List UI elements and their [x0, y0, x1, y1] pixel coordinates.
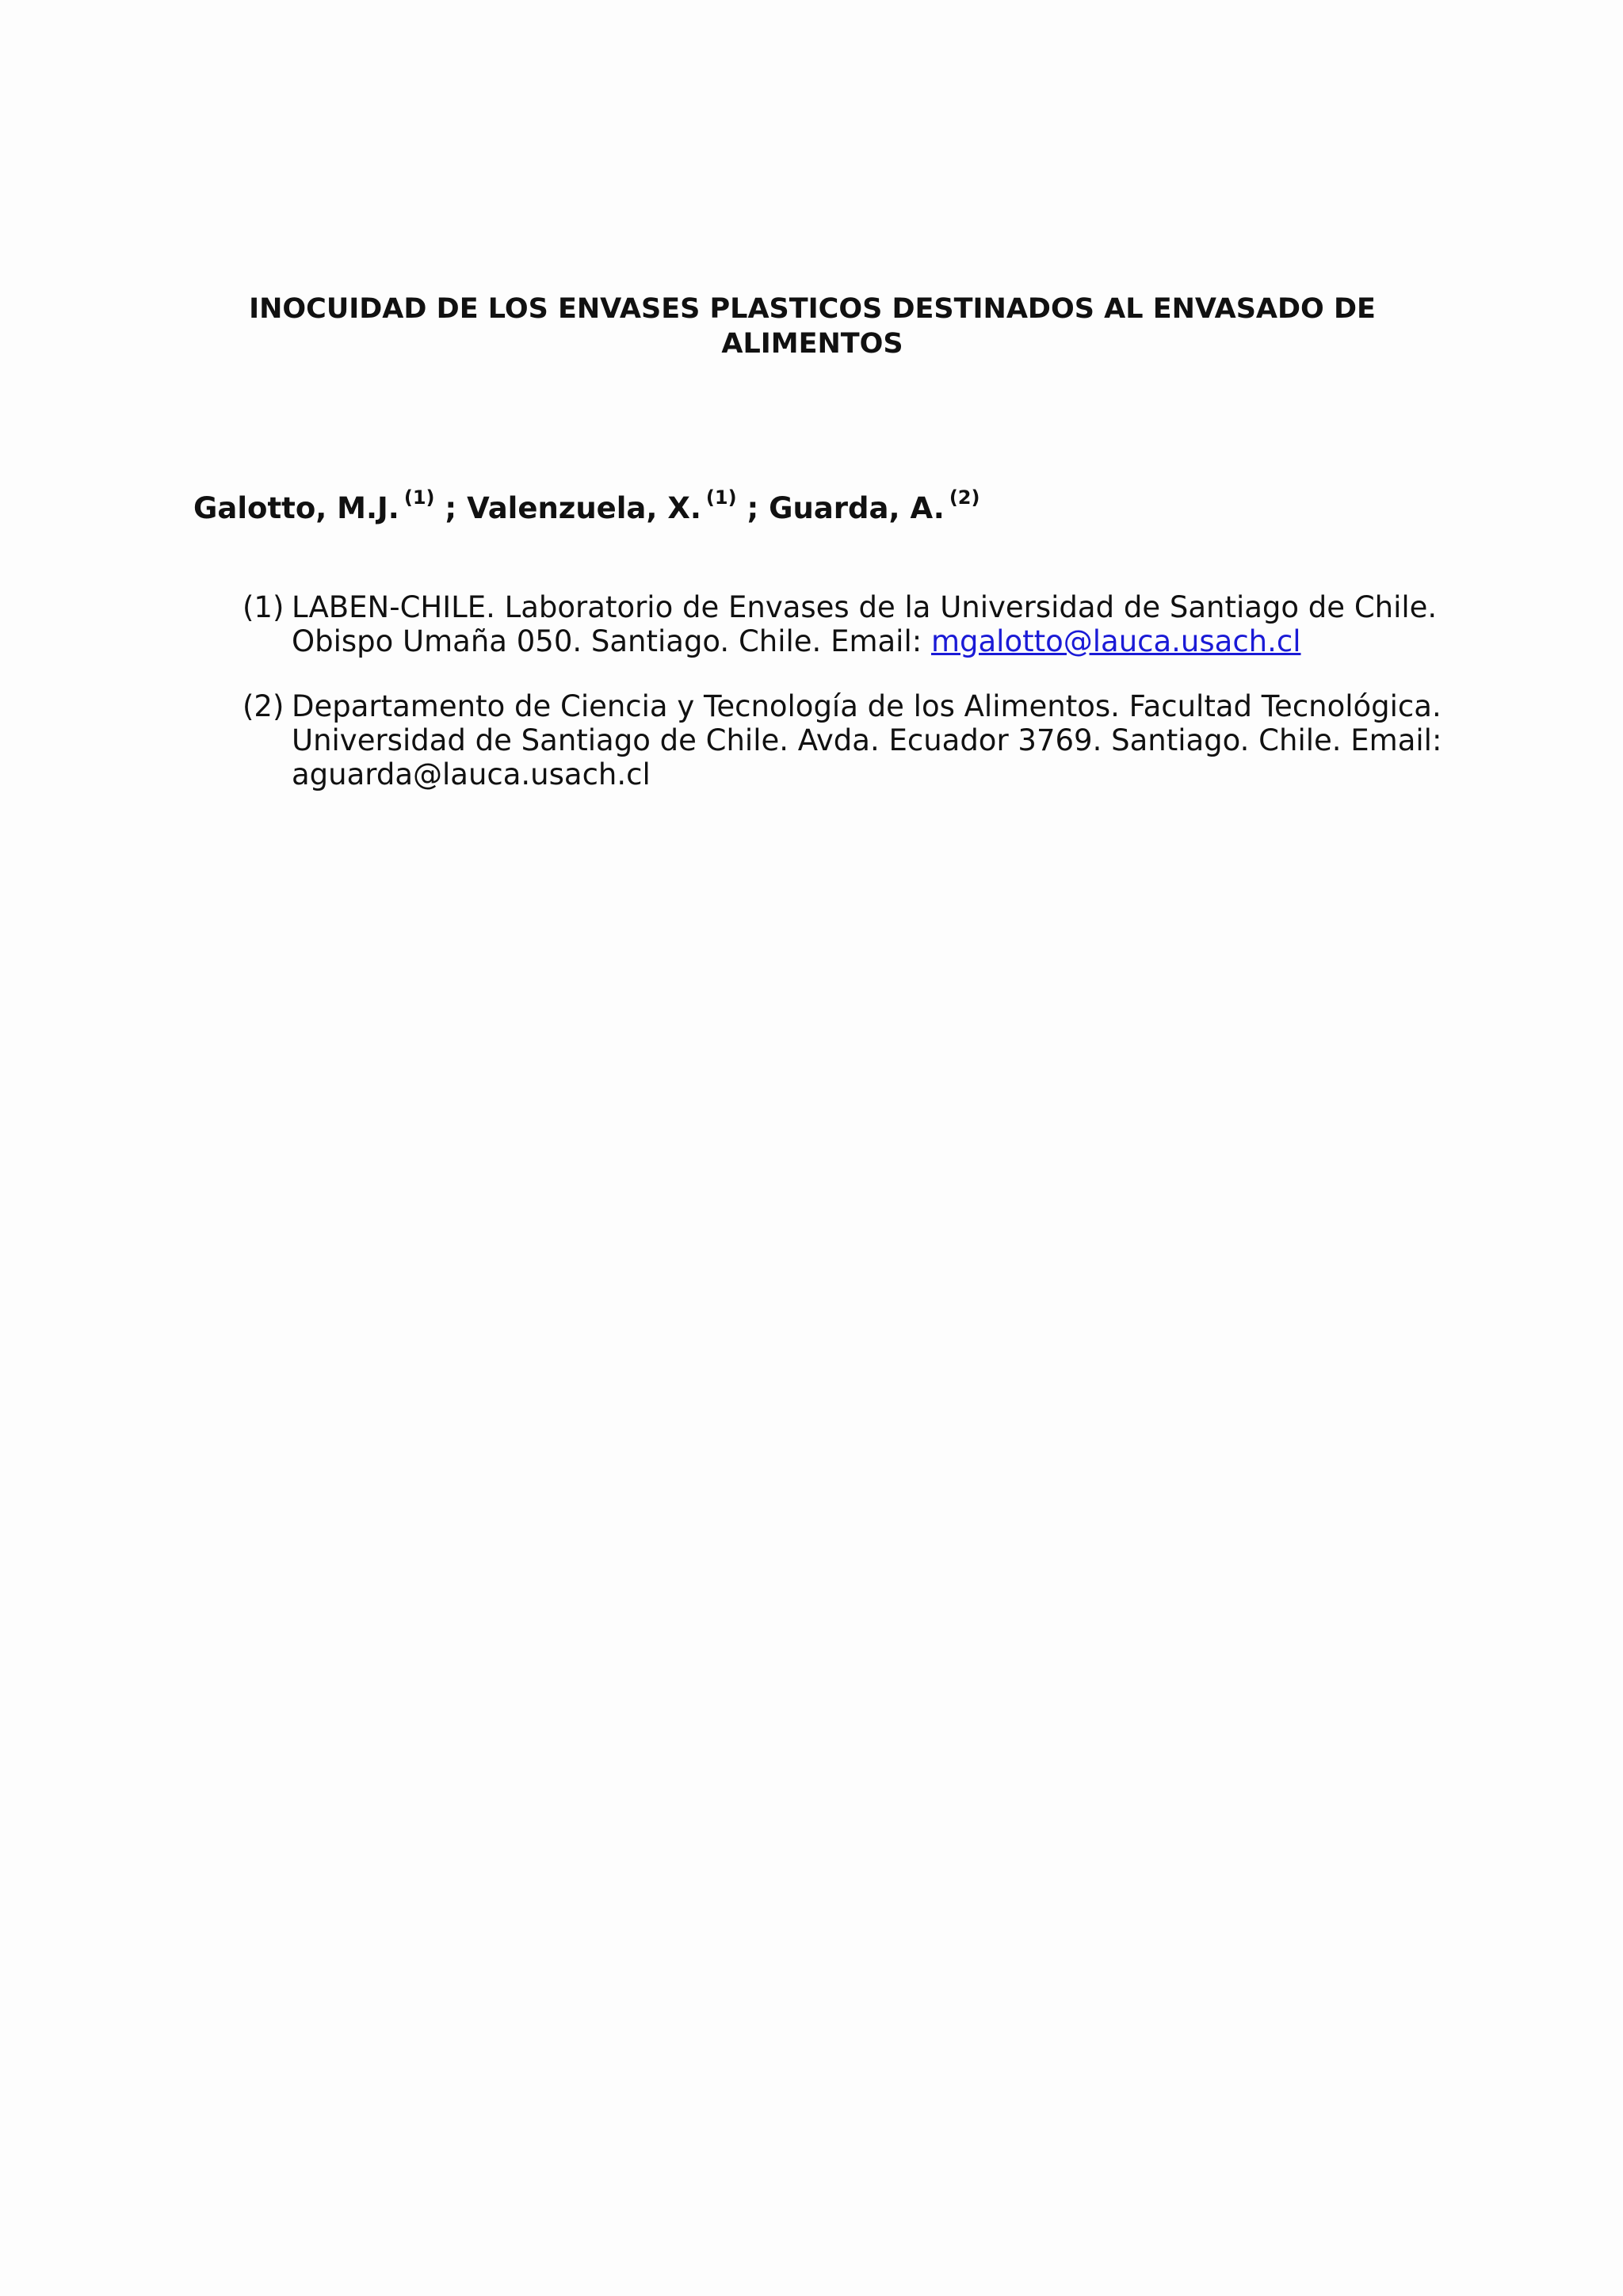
affiliation-number: (2) — [242, 689, 285, 723]
author-name: ; Guarda, A. — [747, 491, 945, 525]
affiliation-email: aguarda@lauca.usach.cl — [292, 757, 651, 791]
affiliation-text — [292, 689, 1479, 791]
author-name: Galotto, M.J. — [193, 491, 399, 525]
author-affiliation-ref: (1) — [705, 486, 737, 509]
affiliation-line: LABEN-CHILE. Laboratorio de Envases de la Universidad de Santiago de Chile. — [292, 590, 1438, 624]
author-affiliation-ref: (1) — [403, 486, 435, 509]
affiliation-item — [242, 590, 1479, 658]
affiliation-line: Departamento de Ciencia y Tecnología de los Alimentos. Facultad Tecnológica. — [292, 689, 1442, 723]
affiliation-line: Universidad de Santiago de Chile. Avda. Ecuador 3769. Santiago. Chile. Email: — [292, 723, 1442, 757]
author-list — [193, 486, 980, 531]
title-line-2: ALIMENTOS — [721, 328, 903, 360]
author-name: ; Valenzuela, X. — [445, 491, 701, 525]
author-affiliation-ref: (2) — [949, 486, 980, 509]
affiliation-line — [292, 624, 1479, 658]
email-link[interactable]: mgalotto@lauca.usach.cl — [930, 624, 1301, 658]
affiliation-item — [242, 689, 1479, 791]
affiliation-line-prefix: Obispo Umaña 050. Santiago. Chile. Email: — [292, 624, 931, 658]
affiliation-number: (1) — [242, 590, 285, 624]
document-title — [190, 292, 1434, 361]
affiliation-text — [292, 590, 1479, 658]
title-line-1: INOCUIDAD DE LOS ENVASES PLASTICOS DESTINADOS AL ENVASADO DE — [249, 293, 1376, 325]
